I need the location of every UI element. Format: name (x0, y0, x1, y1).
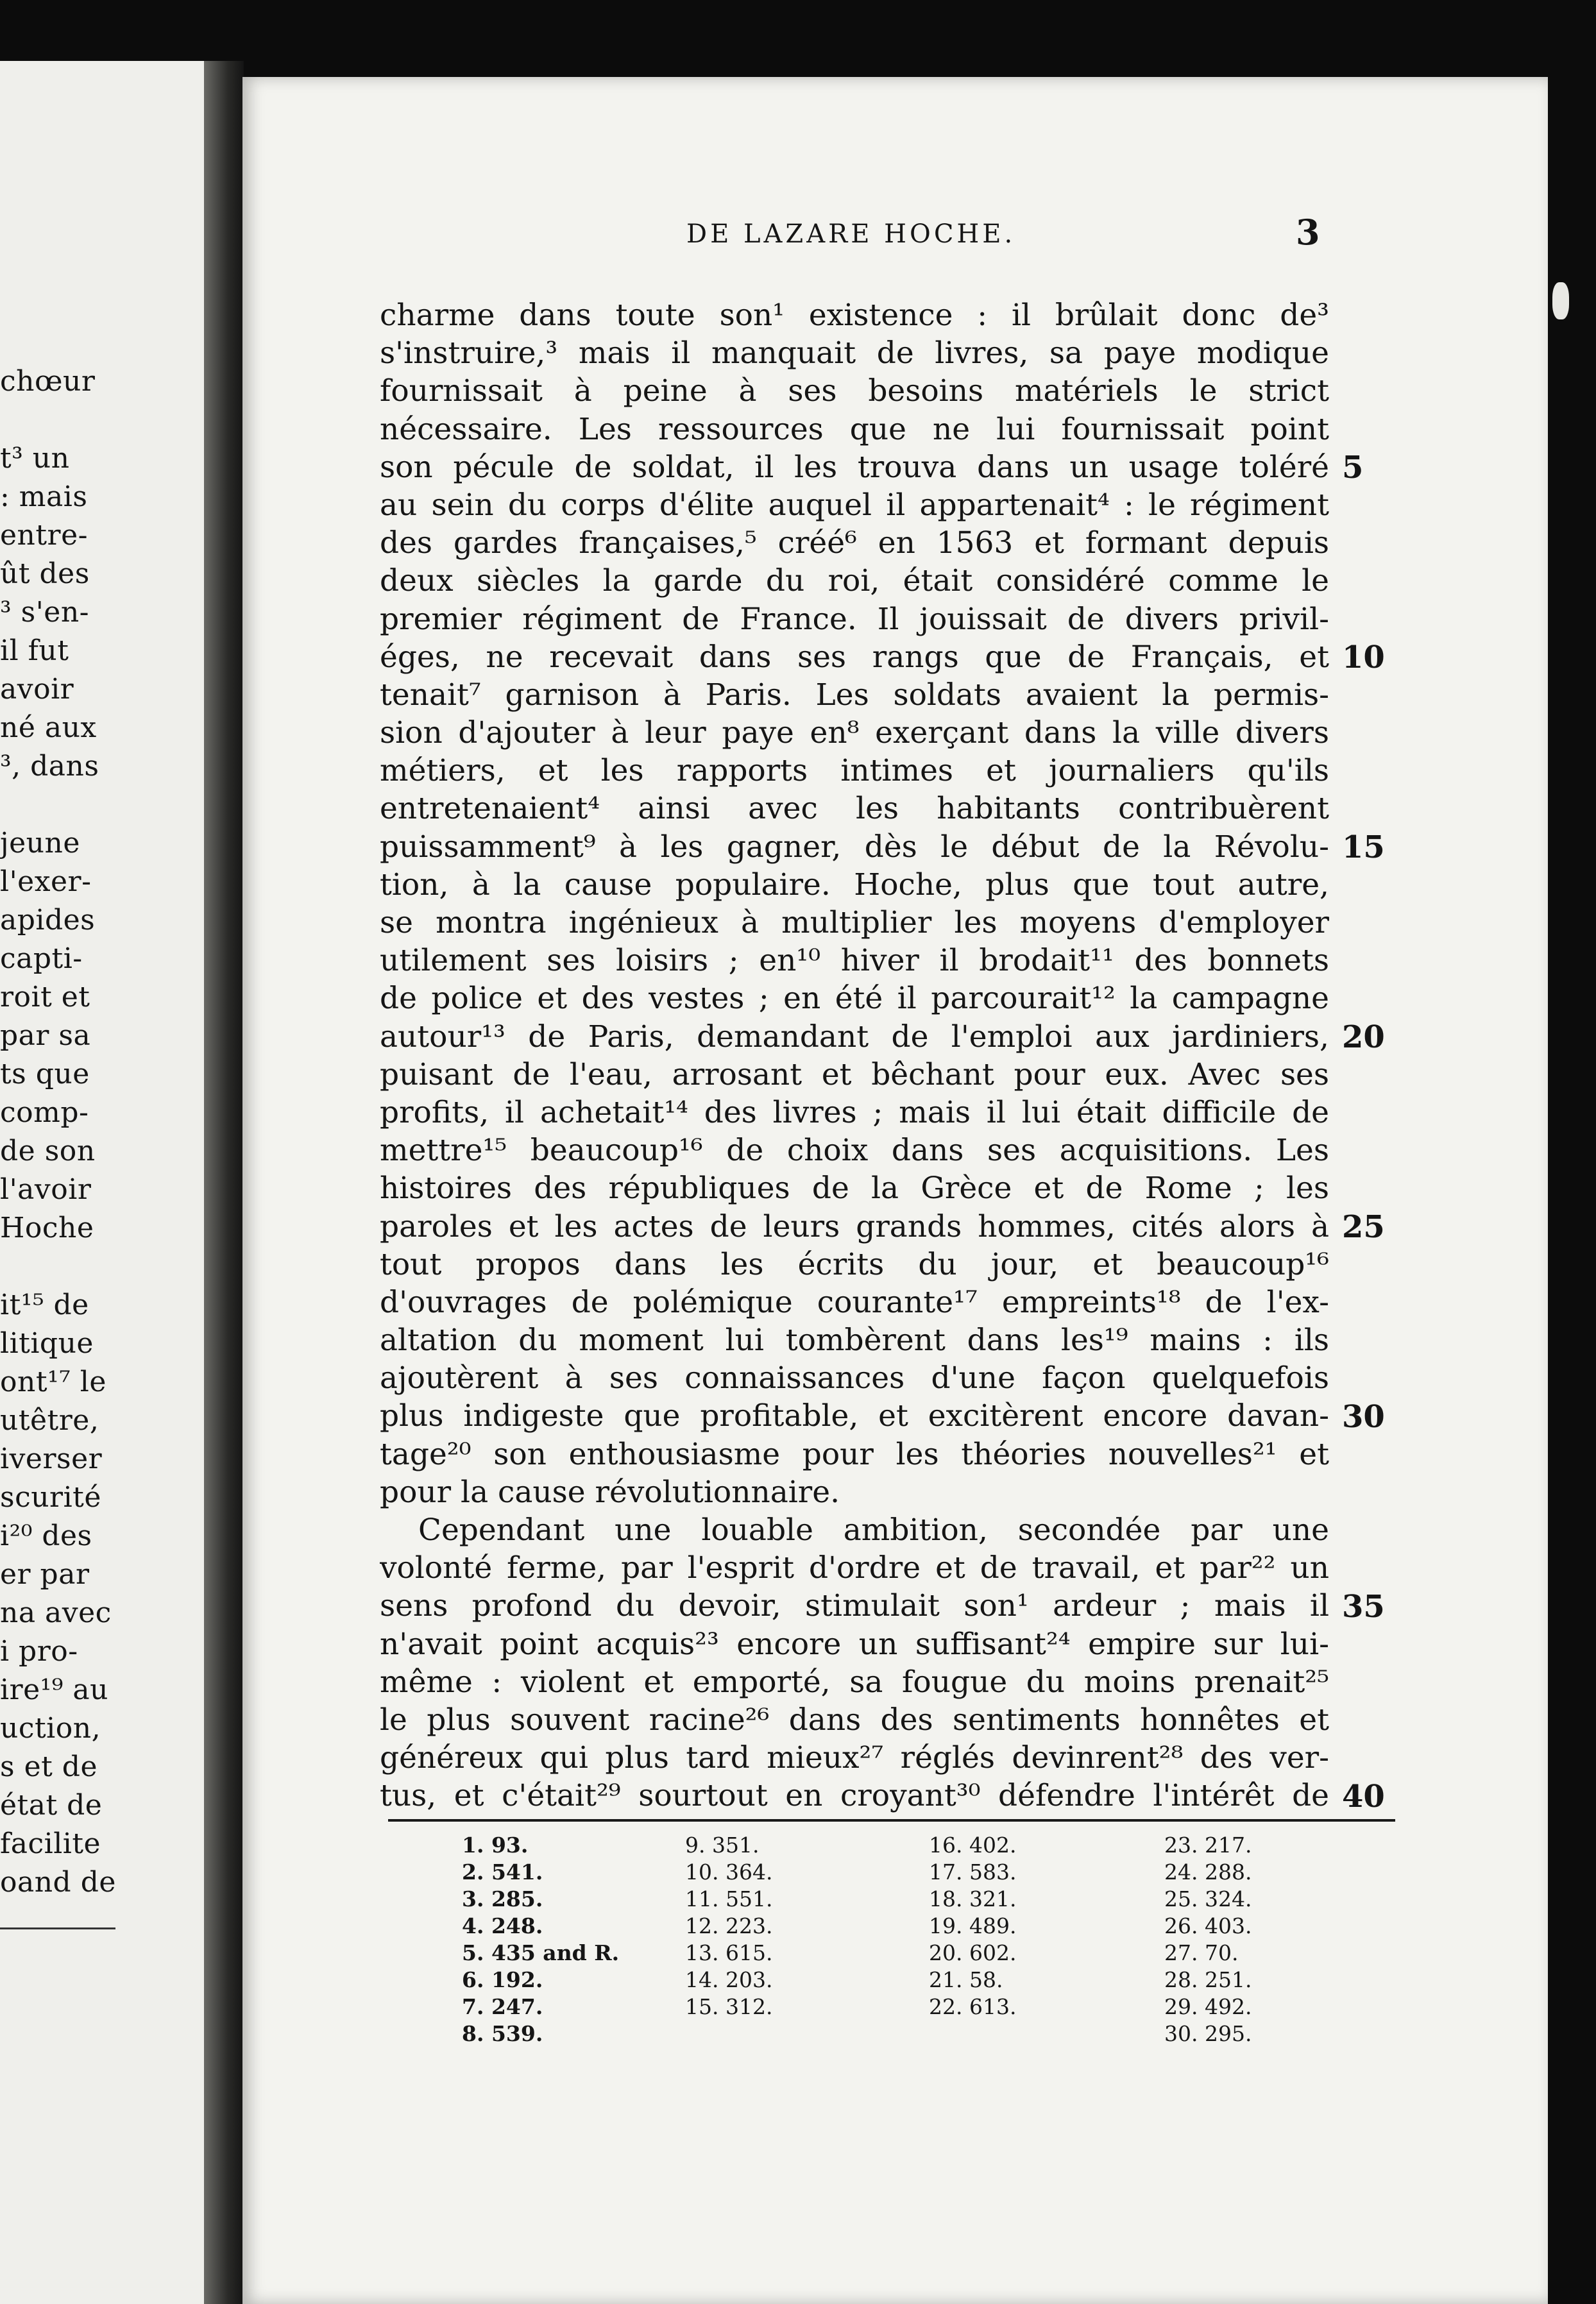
left-page-line: état de (0, 1789, 103, 1822)
body-text-line: profits, il achetait¹⁴ des livres ; mais il lui était difficile de (380, 1094, 1329, 1130)
body-text (380, 296, 1329, 1815)
footnote-entry: 30. 295. (1164, 2021, 1252, 2046)
footnote-entry: 17. 583. (929, 1859, 1017, 1885)
line-number: 35 (1342, 1588, 1385, 1625)
left-page-line: l'avoir (0, 1173, 92, 1206)
footnote-entry: 14. 203. (685, 1967, 773, 1992)
paper-speck (1552, 282, 1569, 319)
left-page-line: t³ un (0, 442, 70, 475)
footnote-entry: 8. 539. (462, 2021, 543, 2046)
line-number: 20 (1342, 1019, 1385, 1055)
left-page-line: de son (0, 1135, 96, 1167)
body-text-line: généreux qui plus tard mieux²⁷ réglés devinrent²⁸ des ver- (380, 1740, 1329, 1776)
left-page-line: : mais (0, 480, 88, 513)
body-text-line: éges, ne recevait dans ses rangs que de Français, et (380, 639, 1329, 675)
body-text-line: autour¹³ de Paris, demandant de l'emploi aux jardiniers, (380, 1019, 1329, 1055)
left-page-line: utêtre, (0, 1404, 99, 1437)
footnote-entry: 10. 364. (685, 1859, 773, 1885)
body-text-line: utilement ses loisirs ; en¹⁰ hiver il brodait¹¹ des bonnets (380, 943, 1329, 979)
page-edge-shadow (1548, 77, 1596, 2304)
body-text-line: d'ouvrages de polémique courante¹⁷ empreints¹⁸ de l'ex- (380, 1284, 1329, 1320)
line-number: 25 (1342, 1208, 1385, 1245)
left-page-line: roit et (0, 981, 90, 1013)
left-page-line: ts que (0, 1058, 90, 1090)
left-page-line: ire¹⁹ au (0, 1673, 108, 1706)
left-page-line: oand de (0, 1866, 116, 1899)
body-text-line: deux siècles la garde du roi, était considéré comme le (380, 563, 1329, 599)
footnote-entry: 19. 489. (929, 1913, 1017, 1938)
footnote-entry: 5. 435 and R. (462, 1940, 620, 1965)
footnote-entry: 3. 285. (462, 1886, 543, 1911)
left-page-line: i pro- (0, 1635, 78, 1668)
left-page-line: comp- (0, 1096, 89, 1129)
footnote-entry: 2. 541. (462, 1859, 543, 1885)
body-text-line: n'avait point acquis²³ encore un suffisant²⁴ empire sur lui- (380, 1626, 1329, 1662)
footnote-entry: 28. 251. (1164, 1967, 1252, 1992)
footnote-entry: 29. 492. (1164, 1994, 1252, 2019)
body-text-line: sens profond du devoir, stimulait son¹ ardeur ; mais il (380, 1588, 1329, 1624)
footnote-entry: 26. 403. (1164, 1913, 1252, 1938)
body-text-line: le plus souvent racine²⁶ dans des sentiments honnêtes et (380, 1702, 1329, 1738)
footnote-entry: 27. 70. (1164, 1940, 1239, 1965)
left-page-line: capti- (0, 942, 83, 975)
left-page-line: par sa (0, 1019, 91, 1052)
notes-column-2 (685, 1832, 772, 2020)
left-page-line: it¹⁵ de (0, 1289, 89, 1321)
footnote-entry: 18. 321. (929, 1886, 1017, 1911)
footnote-entry: 23. 217. (1164, 1833, 1252, 1858)
left-facing-page (0, 61, 206, 2304)
left-page-line: né aux (0, 711, 97, 744)
footnote-entry: 4. 248. (462, 1913, 543, 1938)
body-text-line: tage²⁰ son enthousiasme pour les théories nouvelles²¹ et (380, 1436, 1329, 1472)
left-page-line: ût des (0, 557, 90, 590)
footnote-entry: 6. 192. (462, 1967, 543, 1992)
footnote-entry: 13. 615. (685, 1940, 773, 1965)
body-text-line: ajoutèrent à ses connaissances d'une façon quelquefois (380, 1360, 1329, 1396)
body-text-line: nécessaire. Les ressources que ne lui fournissait point (380, 411, 1329, 447)
body-text-line: tion, à la cause populaire. Hoche, plus que tout autre, (380, 867, 1329, 902)
body-text-line: sion d'ajouter à leur paye en⁸ exerçant dans la ville divers (380, 715, 1329, 751)
left-page-line: s et de (0, 1750, 98, 1783)
footnote-entry: 15. 312. (685, 1994, 773, 2019)
left-page-line: uction, (0, 1712, 101, 1745)
left-page-line: i²⁰ des (0, 1520, 92, 1552)
left-page-line: jeune (0, 827, 80, 860)
body-text-line: paroles et les actes de leurs grands hommes, cités alors à (380, 1208, 1329, 1244)
footnote-entry: 21. 58. (929, 1967, 1003, 1992)
body-text-line: de police et des vestes ; en été il parcourait¹² la campagne (380, 981, 1329, 1017)
footnote-entry: 11. 551. (685, 1886, 773, 1911)
body-text-line: mettre¹⁵ beaucoup¹⁶ de choix dans ses acquisitions. Les (380, 1133, 1329, 1169)
footnote-entry: 12. 223. (685, 1913, 773, 1938)
footnote-rule (388, 1819, 1395, 1822)
body-text-line: tus, et c'était²⁹ sourtout en croyant³⁰ défendre l'intérêt de (380, 1778, 1329, 1814)
body-text-line: Cependant une louable ambition, secondée par une (418, 1512, 1329, 1548)
left-page-line: ont¹⁷ le (0, 1366, 106, 1398)
body-text-line: métiers, et les rapports intimes et journaliers qu'ils (380, 753, 1329, 789)
left-page-line: er par (0, 1558, 90, 1591)
body-text-line: puissamment⁹ à les gagner, dès le début de la Révolu- (380, 829, 1329, 865)
left-page-line: entre- (0, 519, 88, 552)
left-page-line: facilite (0, 1827, 101, 1860)
left-page-line: iverser (0, 1443, 103, 1475)
body-text-line: son pécule de soldat, il les trouva dans un usage toléré (380, 449, 1329, 485)
page-number: 3 (1296, 212, 1320, 253)
footnote-entry: 24. 288. (1164, 1859, 1252, 1885)
footnote-entry: 20. 602. (929, 1940, 1017, 1965)
left-page-line: ³, dans (0, 750, 99, 783)
body-text-line: des gardes françaises,⁵ créé⁶ en 1563 et formant depuis (380, 525, 1329, 561)
body-text-line: s'instruire,³ mais il manquait de livres, sa paye modique (380, 335, 1329, 371)
body-text-line: plus indigeste que profitable, et excitèrent encore davan- (380, 1398, 1329, 1434)
body-text-line: pour la cause révolutionnaire. (380, 1474, 840, 1510)
footnote-entry: 7. 247. (462, 1994, 543, 2019)
body-text-line: entretenaient⁴ ainsi avec les habitants contribuèrent (380, 791, 1329, 827)
footnote-entry: 1. 93. (462, 1833, 529, 1858)
running-head: DE LAZARE HOCHE. (686, 219, 1016, 249)
left-page-line: ³ s'en- (0, 596, 90, 629)
line-number: 10 (1342, 639, 1385, 675)
line-number: 30 (1342, 1398, 1385, 1435)
body-text-line: tenait⁷ garnison à Paris. Les soldats avaient la permis- (380, 677, 1329, 713)
body-text-line: au sein du corps d'élite auquel il appartenait⁴ : le régiment (380, 487, 1329, 523)
left-page-line: litique (0, 1327, 94, 1360)
left-page-line: apides (0, 904, 96, 936)
left-page-line: il fut (0, 634, 69, 667)
notes-column-1 (462, 1832, 619, 2047)
footnote-entry: 9. 351. (685, 1833, 760, 1858)
notes-column-3 (929, 1832, 1016, 2020)
line-number: 5 (1342, 449, 1364, 486)
footnote-entry: 22. 613. (929, 1994, 1017, 2019)
left-page-line: chœur (0, 365, 96, 398)
body-text-line: charme dans toute son¹ existence : il brûlait donc de³ (380, 298, 1329, 333)
left-footnote-rule (0, 1927, 115, 1929)
left-page-line: l'exer- (0, 865, 92, 898)
body-text-line: histoires des républiques de la Grèce et de Rome ; les (380, 1171, 1329, 1207)
body-text-line: puisant de l'eau, arrosant et bêchant pour eux. Avec ses (380, 1056, 1329, 1092)
footnote-entry: 25. 324. (1164, 1886, 1252, 1911)
body-text-line: se montra ingénieux à multiplier les moyens d'employer (380, 905, 1329, 940)
left-page-line: Hoche (0, 1212, 94, 1244)
body-text-line: volonté ferme, par l'esprit d'ordre et de travail, et par²² un (380, 1550, 1329, 1586)
line-number: 15 (1342, 829, 1385, 865)
line-number: 40 (1342, 1778, 1385, 1815)
left-page-line: avoir (0, 673, 74, 706)
left-page-line: scurité (0, 1481, 101, 1514)
body-text-line: fournissait à peine à ses besoins matériels le strict (380, 373, 1329, 409)
body-text-line: même : violent et emporté, sa fougue du moins prenait²⁵ (380, 1664, 1329, 1700)
notes-column-4 (1164, 1832, 1252, 2047)
footnote-entry: 16. 402. (929, 1833, 1017, 1858)
left-page-line: na avec (0, 1597, 112, 1629)
body-text-line: premier régiment de France. Il jouissait de divers privil- (380, 601, 1329, 637)
body-text-line: altation du moment lui tombèrent dans les¹⁹ mains : ils (380, 1323, 1329, 1359)
book-gutter (204, 61, 244, 2304)
body-text-line: tout propos dans les écrits du jour, et beaucoup¹⁶ (380, 1246, 1329, 1282)
